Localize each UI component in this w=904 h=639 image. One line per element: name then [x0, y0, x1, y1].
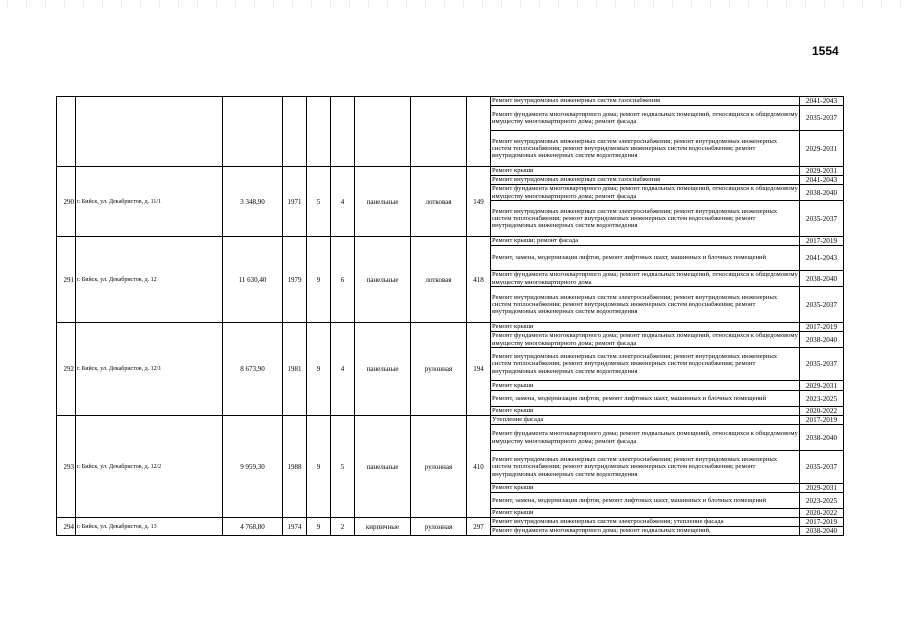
repair-period: 2029-2031	[800, 167, 844, 176]
repair-work: Ремонт внутридомовых инженерных систем электроснабжения; ремонт внутридомовых инженерных систем теплоснабжения; ремонт внутридомовых инженерных систем водоснабжения; ремонт внутридомовых инженерных систем водоотведения	[491, 348, 800, 381]
roof-type: лотковая	[411, 167, 467, 237]
repair-period: 2017-2019	[800, 237, 844, 246]
repair-work: Ремонт крыши	[491, 484, 800, 493]
build-year: 1981	[283, 323, 307, 416]
repair-period: 2038-2040	[800, 425, 844, 451]
row-number	[57, 97, 76, 167]
repair-work: Ремонт внутридомовых инженерных систем газоснабжения	[491, 176, 800, 185]
build-year: 1988	[283, 416, 307, 518]
repair-period: 2038-2040	[800, 527, 844, 536]
repair-work: Ремонт крыши	[491, 323, 800, 332]
repair-period: 2035-2037	[800, 106, 844, 131]
repair-period: 2029-2031	[800, 484, 844, 493]
page-number: 1554	[812, 44, 839, 58]
table-row	[57, 518, 844, 527]
row-number: 292	[57, 323, 76, 416]
roof-type: рулонная	[411, 416, 467, 518]
repair-work: Ремонт фундамента многоквартирного дома; ремонт подвальных помещений, относящихся к общедомовому имуществу многоквартирного дома; ремонт фасада	[492, 332, 798, 347]
repair-work: Ремонт фундамента многоквартирного дома; ремонт подвальных помещений, относящихся к общедомовому имуществу многоквартирного дома; ремонт фасада	[491, 425, 800, 451]
resident-count: 149	[467, 167, 491, 237]
roof-type	[411, 97, 467, 167]
building-address: г. Бийск, ул. Декабристов, д. 12/1	[76, 323, 223, 416]
repair-period: 2035-2037	[800, 451, 844, 484]
repair-work: Ремонт внутридомовых инженерных систем газоснабжения	[491, 97, 800, 106]
repair-period: 2035-2037	[800, 348, 844, 381]
repair-work: Ремонт, замена, модернизация лифтов, ремонт лифтовых шахт, машинных и блочных помещений	[491, 493, 800, 509]
row-number: 291	[57, 237, 76, 323]
roof-type: лотковая	[411, 237, 467, 323]
building-address	[76, 97, 223, 167]
repair-program-table	[56, 96, 844, 536]
wall-material: панельные	[355, 237, 411, 323]
resident-count	[467, 97, 491, 167]
repair-work: Ремонт внутридомовых инженерных систем электроснабжения; ремонт внутридомовых инженерных систем теплоснабжения; ремонт внутридомовых инженерных систем водоснабжения; ремонт внутридомовых инженерных систем водоотведения	[491, 451, 800, 484]
building-address: г. Бийск, ул. Декабристов, д. 12/2	[76, 416, 223, 518]
entrance-count: 4	[331, 323, 355, 416]
repair-work: Ремонт крыши; ремонт фасада	[491, 237, 800, 246]
table-row	[57, 237, 844, 246]
floor-count: 5	[307, 167, 331, 237]
repair-period: 2038-2040	[800, 271, 844, 287]
repair-period: 2041-2043	[800, 246, 844, 271]
repair-work: Ремонт фундамента многоквартирного дома; ремонт подвальных помещений,	[491, 527, 800, 536]
repair-period: 2035-2037	[800, 287, 844, 323]
floor-count: 9	[307, 518, 331, 536]
repair-period: 2017-2019	[800, 323, 844, 332]
repair-period: 2017-2019	[800, 416, 844, 425]
repair-work: Ремонт, замена, модернизация лифтов, ремонт лифтовых шахт, машинных и блочных помещений	[491, 391, 800, 407]
floor-count: 9	[307, 323, 331, 416]
wall-material	[355, 97, 411, 167]
entrance-count	[331, 97, 355, 167]
repair-work: Утепление фасада	[491, 416, 800, 425]
resident-count: 297	[467, 518, 491, 536]
repair-period: 2017-2019	[800, 518, 844, 527]
resident-count: 194	[467, 323, 491, 416]
entrance-count: 6	[331, 237, 355, 323]
wall-material: панельные	[355, 416, 411, 518]
resident-count: 410	[467, 416, 491, 518]
repair-work: Ремонт внутридомовых инженерных систем электроснабжения; утепление фасада	[491, 518, 800, 527]
repair-period: 2023-2025	[800, 391, 844, 407]
building-area: 3 348,90	[223, 167, 283, 237]
repair-work: Ремонт внутридомовых инженерных систем электроснабжения; ремонт внутридомовых инженерных систем теплоснабжения; ремонт внутридомовых инженерных систем водоснабжения; ремонт внутридомовых инженерных систем водоотведения	[491, 201, 800, 237]
roof-type: рулонная	[411, 518, 467, 536]
entrance-count: 2	[331, 518, 355, 536]
roof-type: рулонная	[411, 323, 467, 416]
wall-material: панельные	[355, 167, 411, 237]
repair-work: Ремонт фундамента многоквартирного дома; ремонт подвальных помещений, относящихся к общедомовому имуществу многоквартирного дома; ремонт фасада	[491, 106, 800, 131]
floor-count: 9	[307, 237, 331, 323]
repair-period: 2035-2037	[800, 201, 844, 237]
building-address: г. Бийск, ул. Декабристов, д. 11/1	[76, 167, 223, 237]
floor-count	[307, 97, 331, 167]
repair-period: 2029-2031	[800, 381, 844, 391]
table-row	[57, 167, 844, 176]
scan-edge-artifact	[0, 0, 904, 8]
building-area: 11 630,40	[223, 237, 283, 323]
entrance-count: 4	[331, 167, 355, 237]
repair-period: 2038-2040	[800, 332, 844, 348]
repair-period: 2020-2022	[800, 407, 844, 416]
repair-period: 2041-2043	[800, 176, 844, 185]
repair-period: 2020-2022	[800, 509, 844, 518]
wall-material: панельные	[355, 323, 411, 416]
building-area: 4 768,80	[223, 518, 283, 536]
repair-work: Ремонт крыши	[491, 167, 800, 176]
repair-work: Ремонт крыши	[491, 509, 800, 518]
build-year	[283, 97, 307, 167]
repair-work: Ремонт внутридомовых инженерных систем электроснабжения; ремонт внутридомовых инженерных систем теплоснабжения; ремонт внутридомовых инженерных систем водоснабжения; ремонт внутридомовых инженерных систем водоотведения	[491, 131, 800, 167]
repair-work: Ремонт фундамента многоквартирного дома; ремонт подвальных помещений, относящихся к общедомовому имуществу многоквартирного дома	[492, 271, 798, 286]
build-year: 1974	[283, 518, 307, 536]
repair-work: Ремонт крыши	[491, 407, 800, 416]
row-number: 294	[57, 518, 76, 536]
wall-material: кирпичные	[355, 518, 411, 536]
row-number: 293	[57, 416, 76, 518]
repair-period: 2029-2031	[800, 131, 844, 167]
floor-count: 9	[307, 416, 331, 518]
table-row	[57, 416, 844, 425]
resident-count: 418	[467, 237, 491, 323]
repair-period: 2038-2040	[800, 185, 844, 201]
repair-work: Ремонт фундамента многоквартирного дома; ремонт подвальных помещений, относящихся к общедомовому имуществу многоквартирного дома; ремонт фасада	[492, 185, 798, 200]
building-address: г. Бийск, ул. Декабристов, д. 13	[76, 518, 223, 536]
building-area: 9 959,30	[223, 416, 283, 518]
table-row	[57, 323, 844, 332]
repair-work: Ремонт крыши	[491, 381, 800, 391]
build-year: 1979	[283, 237, 307, 323]
repair-period: 2041-2043	[800, 97, 844, 106]
entrance-count: 5	[331, 416, 355, 518]
repair-work: Ремонт внутридомовых инженерных систем электроснабжения; ремонт внутридомовых инженерных систем теплоснабжения; ремонт внутридомовых инженерных систем водоснабжения; ремонт внутридомовых инженерных систем водоотведения	[491, 287, 800, 323]
repair-work: Ремонт, замена, модернизация лифтов, ремонт лифтовых шахт, машинных и блочных помещений	[491, 246, 800, 271]
build-year: 1971	[283, 167, 307, 237]
building-area: 8 673,90	[223, 323, 283, 416]
building-area	[223, 97, 283, 167]
row-number: 290	[57, 167, 76, 237]
building-address: г. Бийск, ул. Декабристов, д. 12	[76, 237, 223, 323]
repair-period: 2023-2025	[800, 493, 844, 509]
table-row	[57, 97, 844, 106]
